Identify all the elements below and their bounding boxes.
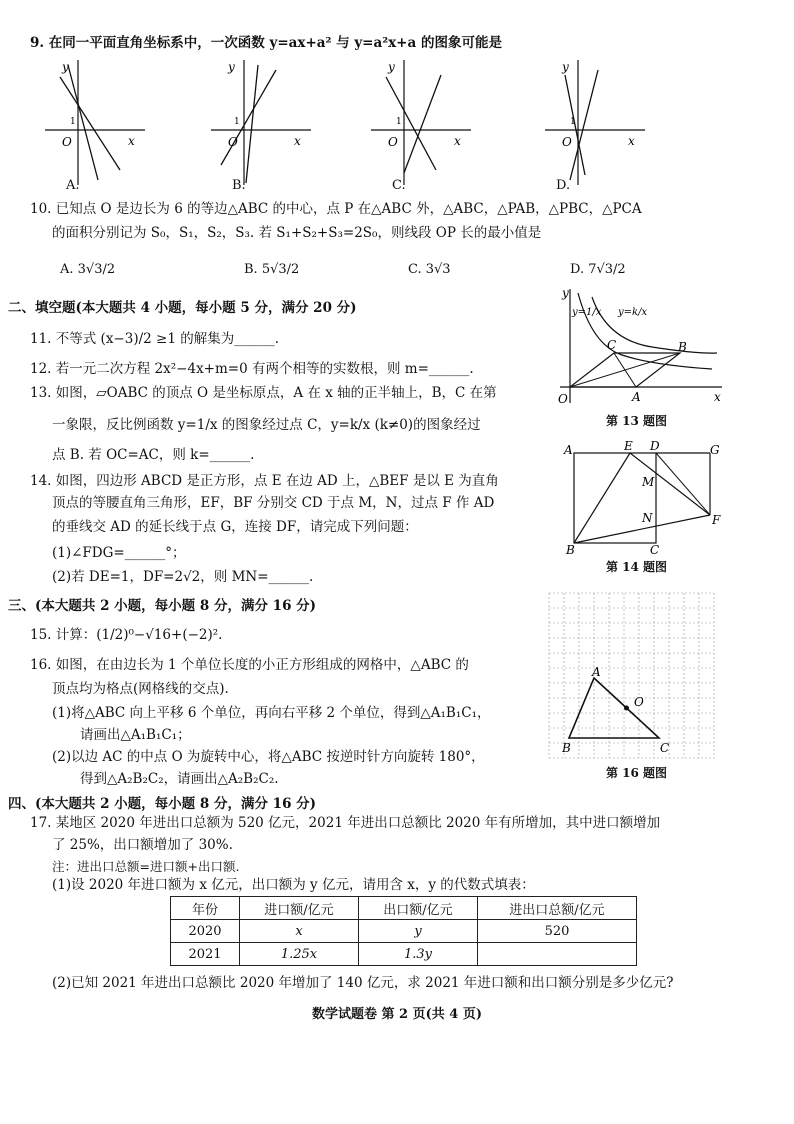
- q9-a-o: O: [62, 135, 72, 149]
- q10-option-a: A. 3√3/2: [60, 262, 116, 277]
- fig13-a: A: [632, 390, 641, 404]
- figure-14: [560, 440, 740, 558]
- table-header: 出口额/亿元: [359, 897, 478, 920]
- q16-line2: 顶点均为格点(网格线的交点).: [52, 681, 229, 697]
- q9-c-y: y: [388, 60, 395, 74]
- table-cell: 2021: [171, 943, 240, 966]
- fig14-a: A: [564, 443, 573, 457]
- q9-graph-b: [211, 60, 311, 185]
- table-cell: y: [359, 920, 478, 943]
- q16-sub2b: 得到△A₂B₂C₂，请画出△A₂B₂C₂.: [80, 771, 279, 787]
- q16-sub1a: (1)将△ABC 向上平移 6 个单位，再向右平移 2 个单位，得到△A₁B₁C₁，: [52, 705, 491, 721]
- q9-a-x: x: [128, 134, 135, 148]
- q9-stem: 9. 在同一平面直角坐标系中，一次函数 y=ax+a² 与 y=a²x+a 的图象可能是: [30, 35, 502, 51]
- q10-option-b: B. 5√3/2: [244, 262, 300, 277]
- section-2-heading: 二、填空题(本大题共 4 小题，每小题 5 分，满分 20 分): [8, 300, 357, 316]
- q9-option-b: B.: [232, 178, 246, 193]
- q9-b-x: x: [294, 134, 301, 148]
- q9-d-one: 1: [570, 117, 576, 127]
- figure-16: [544, 588, 724, 768]
- q9-graph-d: [545, 60, 645, 185]
- fig14-b: B: [566, 543, 575, 557]
- q14-line2: 顶点的等腰直角三角形，EF，BF 分别交 CD 于点 M，N，过点 F 作 AD: [52, 495, 495, 511]
- q9-a-y: y: [62, 60, 69, 74]
- table-header: 年份: [171, 897, 240, 920]
- q9-option-c: C.: [392, 178, 406, 193]
- fig13-b: B: [678, 340, 687, 354]
- table-cell: [478, 943, 637, 966]
- q17-line1: 17. 某地区 2020 年进出口总额为 520 亿元，2021 年进出口总额比 2020 年有所增加，其中进口额增加: [30, 815, 661, 831]
- table-cell: 520: [478, 920, 637, 943]
- fig13-label-y1: y=1/x: [572, 307, 602, 318]
- fig14-m: M: [642, 475, 655, 489]
- fig14-e: E: [624, 440, 633, 453]
- q9-b-y: y: [228, 60, 235, 74]
- fig16-c: C: [660, 741, 670, 755]
- fig16-o: O: [634, 695, 644, 709]
- q9-option-a: A.: [66, 178, 80, 193]
- q9-b-one: 1: [234, 117, 240, 127]
- section-4-heading: 四、(本大题共 2 小题，每小题 8 分，满分 16 分): [8, 796, 317, 812]
- q9-graph-a: [45, 60, 145, 185]
- q17-sub1: (1)设 2020 年进口额为 x 亿元，出口额为 y 亿元，请用含 x，y 的代数式填表：: [52, 877, 535, 893]
- table-cell: x: [240, 920, 359, 943]
- q17-sub2: (2)已知 2021 年进出口总额比 2020 年增加了 140 亿元，求 2021 年进口额和出口额分别是多少亿元?: [52, 975, 674, 991]
- table-header: 进出口总额/亿元: [478, 897, 637, 920]
- q9-b-o: O: [228, 135, 238, 149]
- q9-graph-c: [371, 60, 471, 185]
- fig14-n: N: [642, 511, 653, 525]
- fig13-y: y: [562, 286, 569, 300]
- fig16-a: A: [592, 665, 601, 679]
- fig14-d: D: [650, 440, 660, 453]
- table-row: [171, 943, 637, 966]
- q10-option-d: D. 7√3/2: [570, 262, 626, 277]
- q17-note: 注：进出口总额=进口额+出口额.: [52, 859, 240, 874]
- table-cell: 1.3y: [359, 943, 478, 966]
- q14-sub1: (1)∠FDG=______°；: [52, 545, 186, 561]
- fig14-g: G: [710, 443, 720, 457]
- q16-sub1b: 请画出△A₁B₁C₁；: [80, 727, 191, 743]
- q9-c-one: 1: [396, 117, 402, 127]
- q9-graphs: [30, 55, 750, 195]
- fig13-c: C: [607, 338, 617, 352]
- figure-13-caption: 第 13 题图: [606, 414, 668, 428]
- q10-line1: 10. 已知点 O 是边长为 6 的等边△ABC 的中心，点 P 在△ABC 外，△ABC，△PAB，△PBC，△PCA: [30, 201, 642, 217]
- figure-14-caption: 第 14 题图: [606, 560, 668, 574]
- page-footer: 数学试题卷 第 2 页(共 4 页): [311, 1007, 483, 1022]
- q10-option-c: C. 3√3: [408, 262, 451, 277]
- q15-text: 15. 计算：(1/2)⁰−√16+(−2)².: [30, 627, 223, 643]
- fig13-x: x: [714, 390, 721, 404]
- table-header: 进口额/亿元: [240, 897, 359, 920]
- q14-sub2: (2)若 DE=1，DF=2√2，则 MN=______.: [52, 569, 314, 585]
- q9-d-y: y: [562, 60, 569, 74]
- q14-line1: 14. 如图，四边形 ABCD 是正方形，点 E 在边 AD 上，△BEF 是以 E 为直角: [30, 473, 499, 489]
- q13-line2: 一象限，反比例函数 y=1/x 的图象经过点 C，y=k/x (k≠0)的图象经过: [52, 417, 481, 433]
- fig14-f: F: [712, 513, 721, 527]
- table-cell: 2020: [171, 920, 240, 943]
- fig14-c: C: [650, 543, 660, 557]
- q13-line1: 13. 如图，▱OABC 的顶点 O 是坐标原点，A 在 x 轴的正半轴上，B，C 在第: [30, 385, 497, 401]
- q12-text: 12. 若一元二次方程 2x²−4x+m=0 有两个相等的实数根，则 m=______.: [30, 361, 474, 377]
- q9-c-o: O: [388, 135, 398, 149]
- fig13-label-yk: y=k/x: [618, 307, 648, 318]
- q9-d-o: O: [562, 135, 572, 149]
- q17-line2: 了 25%，出口额增加了 30%.: [52, 837, 233, 853]
- q9-option-d: D.: [556, 178, 571, 193]
- figure-16-caption: 第 16 题图: [606, 766, 668, 780]
- q13-line3: 点 B. 若 OC=AC，则 k=______.: [52, 447, 255, 463]
- q9-d-x: x: [628, 134, 635, 148]
- fig13-o: O: [558, 392, 568, 406]
- q17-table: [170, 896, 637, 966]
- table-cell: 1.25x: [240, 943, 359, 966]
- q10-line2: 的面积分别记为 S₀，S₁，S₂，S₃. 若 S₁+S₂+S₃=2S₀，则线段 OP 长的最小值是: [52, 225, 542, 241]
- q14-line3: 的垂线交 AD 的延长线于点 G，连接 DF，请完成下列问题：: [52, 519, 418, 535]
- table-row: [171, 920, 637, 943]
- q9-a-one: 1: [70, 117, 76, 127]
- section-3-heading: 三、(本大题共 2 小题，每小题 8 分，满分 16 分): [8, 598, 317, 614]
- q11-text: 11. 不等式 (x−3)/2 ≥1 的解集为______.: [30, 331, 280, 347]
- fig16-b: B: [562, 741, 571, 755]
- q16-sub2a: (2)以边 AC 的中点 O 为旋转中心，将△ABC 按逆时针方向旋转 180°，: [52, 749, 485, 765]
- q16-line1: 16. 如图，在由边长为 1 个单位长度的小正方形组成的网格中，△ABC 的: [30, 657, 469, 673]
- figure-13: [552, 285, 732, 415]
- q9-c-x: x: [454, 134, 461, 148]
